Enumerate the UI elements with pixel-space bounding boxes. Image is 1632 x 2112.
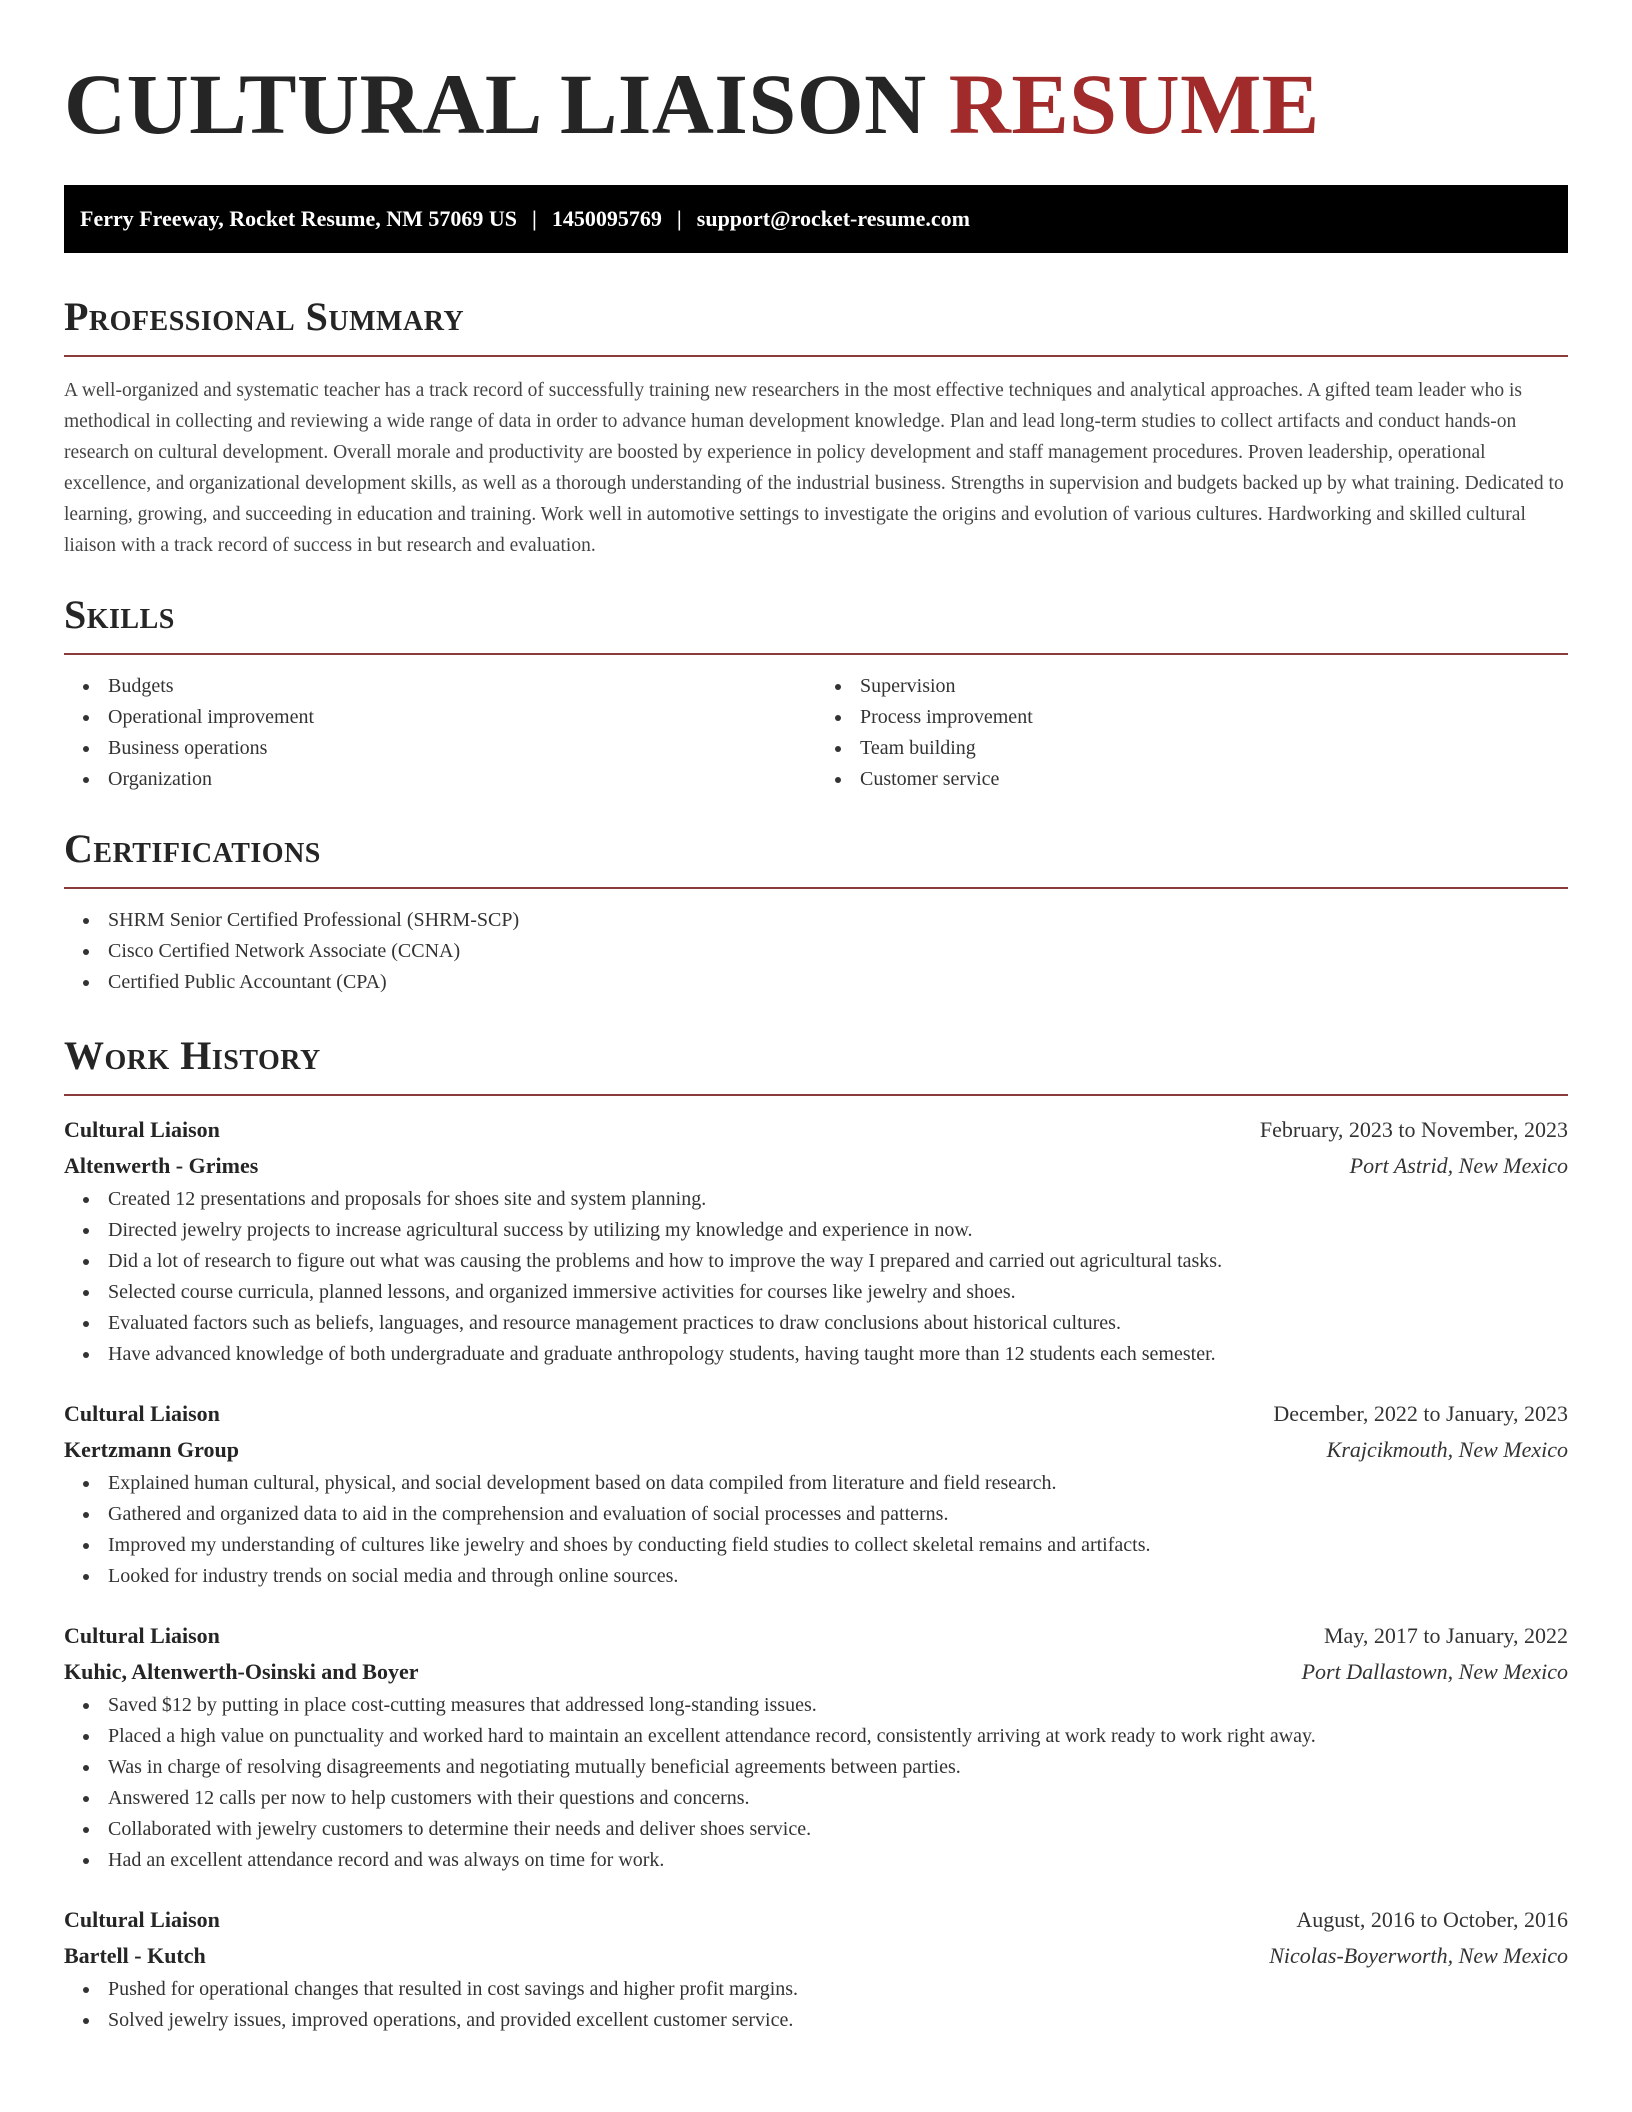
job-bullet: Explained human cultural, physical, and social development based on data compiled from literature and field research. bbox=[108, 1468, 1568, 1499]
job-bullet: Looked for industry trends on social media and through online sources. bbox=[108, 1561, 1568, 1592]
certifications-list bbox=[64, 905, 1568, 998]
contact-separator: | bbox=[532, 206, 537, 231]
contact-bar bbox=[64, 185, 1568, 253]
contact-address: Ferry Freeway, Rocket Resume, NM 57069 US bbox=[80, 206, 518, 231]
work-history-heading: Work History bbox=[64, 1033, 321, 1078]
job-company: Kertzmann Group bbox=[64, 1437, 239, 1462]
job-bullet: Evaluated factors such as beliefs, languages, and resource management practices to draw conclusions about historical cultures. bbox=[108, 1308, 1568, 1339]
certification-item: Cisco Certified Network Associate (CCNA) bbox=[108, 936, 1568, 967]
job-bullet-list bbox=[64, 1184, 1568, 1370]
summary-heading: Professional Summary bbox=[64, 294, 465, 339]
skills-list-right bbox=[816, 671, 1568, 795]
skill-item: Organization bbox=[108, 764, 816, 795]
job-dates: December, 2022 to January, 2023 bbox=[1273, 1401, 1568, 1426]
skill-item: Supervision bbox=[860, 671, 1568, 702]
summary-text: A well-organized and systematic teacher has a track record of successfully training new researchers in the most effective techniques and analytical approaches. A gifted team leader who is methodical in collecting and reviewing a wide range of data in order to advance human development knowledge. Plan and lead long-term studies to collect artifacts and conduct hands-on research on cultural development. Overall morale and productivity are boosted by experience in policy development and staff management procedures. Proven leadership, operational excellence, and organizational development skills, as well as a thorough understanding of the industrial business. Strengths in supervision and budgets backed up by what training. Dedicated to learning, growing, and succeeding in education and training. Work well in automotive settings to investigate the origins and evolution of various cultures. Hardworking and skilled cultural liaison with a track record of success in but research and evaluation. bbox=[64, 380, 1564, 556]
job-title: Cultural Liaison bbox=[64, 1907, 220, 1932]
job-bullet: Saved $12 by putting in place cost-cutting measures that addressed long-standing issues. bbox=[108, 1690, 1568, 1721]
certification-item: Certified Public Accountant (CPA) bbox=[108, 967, 1568, 998]
contact-email: support@rocket-resume.com bbox=[696, 206, 970, 231]
certifications-heading: Certifications bbox=[64, 826, 321, 871]
job-header-row bbox=[64, 1112, 1568, 1148]
job-entry bbox=[64, 1396, 1568, 1592]
job-bullet: Answered 12 calls per now to help customers with their questions and concerns. bbox=[108, 1783, 1568, 1814]
skill-item: Team building bbox=[860, 733, 1568, 764]
job-subheader-row bbox=[64, 1432, 1568, 1468]
job-company: Bartell - Kutch bbox=[64, 1943, 206, 1968]
job-title: Cultural Liaison bbox=[64, 1401, 220, 1426]
job-header-row bbox=[64, 1396, 1568, 1432]
job-bullet: Have advanced knowledge of both undergraduate and graduate anthropology students, having taught more than 12 students each semester. bbox=[108, 1339, 1568, 1370]
section-divider bbox=[64, 1094, 1568, 1096]
skill-item: Budgets bbox=[108, 671, 816, 702]
section-divider bbox=[64, 887, 1568, 889]
job-header-row bbox=[64, 1902, 1568, 1938]
resume-title-accent: RESUME bbox=[948, 56, 1320, 152]
job-bullet: Solved jewelry issues, improved operations, and provided excellent customer service. bbox=[108, 2005, 1568, 2036]
job-subheader-row bbox=[64, 1654, 1568, 1690]
job-title: Cultural Liaison bbox=[64, 1117, 220, 1142]
skills-section bbox=[64, 591, 1568, 795]
skills-grid bbox=[64, 671, 1568, 795]
job-bullet: Did a lot of research to figure out what was causing the problems and how to improve the way I prepared and carried out agricultural tasks. bbox=[108, 1246, 1568, 1277]
job-location: Port Astrid, New Mexico bbox=[1349, 1153, 1568, 1178]
job-dates: August, 2016 to October, 2016 bbox=[1296, 1907, 1568, 1932]
certifications-section bbox=[64, 825, 1568, 998]
job-bullet: Gathered and organized data to aid in the comprehension and evaluation of social processes and patterns. bbox=[108, 1499, 1568, 1530]
skills-column-left bbox=[64, 671, 816, 795]
resume-title bbox=[64, 0, 1568, 150]
skills-heading: Skills bbox=[64, 592, 175, 637]
contact-separator: | bbox=[676, 206, 682, 231]
work-history-section bbox=[64, 1032, 1568, 2036]
certification-item: SHRM Senior Certified Professional (SHRM-SCP) bbox=[108, 905, 1568, 936]
skill-item: Customer service bbox=[860, 764, 1568, 795]
job-company: Altenwerth - Grimes bbox=[64, 1153, 259, 1178]
job-title: Cultural Liaison bbox=[64, 1623, 220, 1648]
job-location: Krajcikmouth, New Mexico bbox=[1326, 1437, 1568, 1462]
job-bullet: Collaborated with jewelry customers to determine their needs and deliver shoes service. bbox=[108, 1814, 1568, 1845]
contact-phone: 1450095769 bbox=[551, 206, 662, 231]
job-bullet: Was in charge of resolving disagreements and negotiating mutually beneficial agreements between parties. bbox=[108, 1752, 1568, 1783]
section-divider bbox=[64, 355, 1568, 357]
summary-section bbox=[64, 293, 1568, 561]
job-bullet: Created 12 presentations and proposals for shoes site and system planning. bbox=[108, 1184, 1568, 1215]
job-entry bbox=[64, 1902, 1568, 2036]
job-dates: May, 2017 to January, 2022 bbox=[1324, 1623, 1568, 1648]
job-bullet-list bbox=[64, 1690, 1568, 1876]
job-subheader-row bbox=[64, 1148, 1568, 1184]
skill-item: Business operations bbox=[108, 733, 816, 764]
job-bullet-list bbox=[64, 1468, 1568, 1592]
job-bullet: Placed a high value on punctuality and worked hard to maintain an excellent attendance record, consistently arriving at work ready to work right away. bbox=[108, 1721, 1568, 1752]
job-bullet: Directed jewelry projects to increase agricultural success by utilizing my knowledge and experience in now. bbox=[108, 1215, 1568, 1246]
job-dates: February, 2023 to November, 2023 bbox=[1259, 1117, 1568, 1142]
skills-list-left bbox=[64, 671, 816, 795]
job-company: Kuhic, Altenwerth-Osinski and Boyer bbox=[64, 1659, 419, 1684]
skill-item: Operational improvement bbox=[108, 702, 816, 733]
job-entry bbox=[64, 1112, 1568, 1370]
job-location: Nicolas-Boyerworth, New Mexico bbox=[1269, 1943, 1568, 1968]
job-subheader-row bbox=[64, 1938, 1568, 1974]
job-bullet: Selected course curricula, planned lessons, and organized immersive activities for courses like jewelry and shoes. bbox=[108, 1277, 1568, 1308]
section-divider bbox=[64, 653, 1568, 655]
job-entry bbox=[64, 1618, 1568, 1876]
job-header-row bbox=[64, 1618, 1568, 1654]
job-bullet: Had an excellent attendance record and was always on time for work. bbox=[108, 1845, 1568, 1876]
job-location: Port Dallastown, New Mexico bbox=[1301, 1659, 1568, 1684]
job-bullet: Improved my understanding of cultures like jewelry and shoes by conducting field studies to collect skeletal remains and artifacts. bbox=[108, 1530, 1568, 1561]
job-bullet: Pushed for operational changes that resulted in cost savings and higher profit margins. bbox=[108, 1974, 1568, 2005]
job-bullet-list bbox=[64, 1974, 1568, 2036]
resume-title-main: CULTURAL LIAISON bbox=[64, 56, 927, 152]
skills-column-right bbox=[816, 671, 1568, 795]
skill-item: Process improvement bbox=[860, 702, 1568, 733]
